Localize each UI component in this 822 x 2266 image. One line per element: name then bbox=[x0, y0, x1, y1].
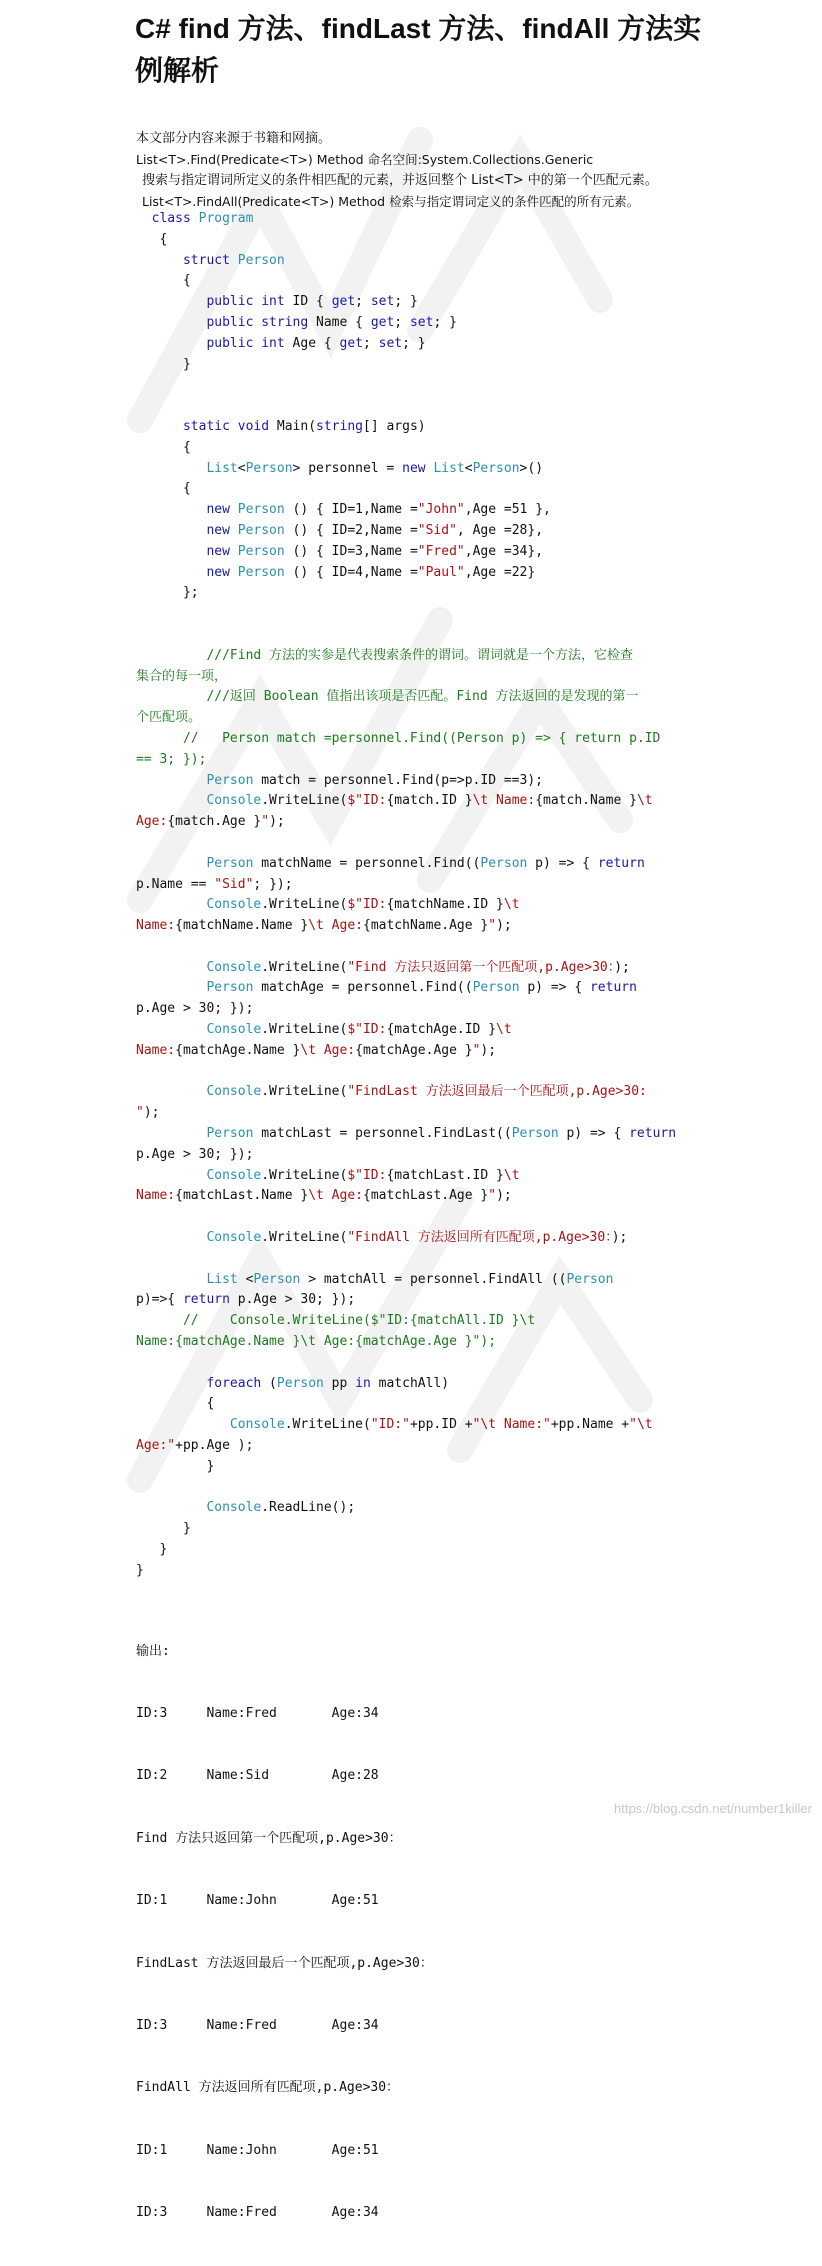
code-token: $"ID: bbox=[347, 1022, 387, 1038]
code-line bbox=[136, 417, 696, 438]
code-token: p) => { bbox=[527, 855, 598, 871]
code-token: p) => { bbox=[558, 1126, 630, 1142]
output-line: ID:1 Name:John Age:51 bbox=[136, 1893, 379, 1909]
code-line bbox=[136, 334, 696, 355]
code-token: < bbox=[237, 460, 246, 476]
code-token: " bbox=[136, 1105, 144, 1121]
code-token: Name:{matchAge.Name }\t Age:{matchAge.Age }"); bbox=[136, 1334, 497, 1350]
code-token: +pp.Name + bbox=[550, 1417, 630, 1433]
code-line bbox=[136, 978, 696, 999]
code-token: return bbox=[589, 980, 637, 996]
code-token: Person bbox=[237, 564, 285, 580]
code-line bbox=[136, 937, 696, 958]
code-token: { bbox=[136, 1396, 215, 1412]
code-token: new bbox=[136, 564, 238, 580]
code-line bbox=[136, 1436, 696, 1457]
code-line bbox=[136, 812, 696, 833]
code-token: "Find 方法只返回第一个匹配项,p.Age>30： bbox=[347, 959, 615, 975]
code-token: Age:" bbox=[136, 1438, 176, 1454]
output-line: ID:3 Name:Fred Age:34 bbox=[136, 1705, 379, 1721]
code-token: } bbox=[136, 356, 191, 372]
code-token: Person bbox=[237, 252, 285, 268]
code-token: Console bbox=[136, 1417, 285, 1433]
code-token: Person bbox=[566, 1271, 614, 1287]
code-token: return bbox=[182, 1292, 230, 1308]
code-token: Person bbox=[136, 980, 254, 996]
code-token: ; } bbox=[394, 294, 418, 310]
output-line: ID:3 Name:Fred Age:34 bbox=[136, 2017, 379, 2033]
code-line bbox=[136, 875, 696, 896]
code-token: ,Age =34}, bbox=[464, 543, 544, 559]
code-line bbox=[136, 791, 696, 812]
code-token: p) => { bbox=[519, 980, 590, 996]
code-line bbox=[136, 1207, 696, 1228]
code-token: Console bbox=[136, 897, 262, 913]
code-token: .WriteLine( bbox=[261, 793, 348, 809]
article-title: C# find 方法、findLast 方法、findAll 方法实例解析 bbox=[135, 13, 702, 86]
code-line bbox=[136, 209, 696, 230]
code-token: matchAge = personnel.Find(( bbox=[253, 980, 473, 996]
code-line bbox=[136, 271, 696, 292]
code-line bbox=[136, 667, 696, 688]
code-line bbox=[136, 1249, 696, 1270]
code-line bbox=[136, 521, 696, 542]
code-token: } bbox=[136, 1542, 168, 1557]
code-line bbox=[136, 646, 696, 667]
code-token: new bbox=[402, 460, 434, 476]
code-line bbox=[136, 750, 696, 771]
code-token: Program bbox=[198, 211, 254, 226]
code-token: " bbox=[261, 814, 270, 830]
code-line bbox=[136, 1186, 696, 1207]
code-token: ///返回 Boolean 值指出该项是否匹配。Find 方法返回的是发现的第一 bbox=[136, 689, 639, 705]
output-line: ID:3 Name:Fred Age:34 bbox=[136, 2205, 379, 2221]
output-label: 输出: bbox=[136, 1643, 170, 1659]
code-line bbox=[136, 230, 696, 251]
code-token: get bbox=[339, 335, 363, 351]
code-token: \t bbox=[636, 793, 653, 809]
code-line bbox=[136, 729, 696, 750]
code-token: ; bbox=[355, 294, 371, 310]
code-token: // Person match =personnel.Find((Person p) => { return p.ID bbox=[136, 730, 661, 746]
code-token: struct bbox=[136, 252, 238, 268]
code-token: .ReadLine(); bbox=[261, 1500, 356, 1516]
code-token: .WriteLine( bbox=[261, 897, 348, 913]
code-token: " bbox=[488, 1188, 497, 1204]
code-token: {matchLast.ID } bbox=[386, 1167, 504, 1183]
code-line bbox=[136, 438, 696, 459]
code-token: ); bbox=[496, 918, 512, 934]
code-token: { bbox=[136, 439, 191, 455]
code-token: .WriteLine( bbox=[261, 1022, 348, 1038]
code-token: {match.ID } bbox=[386, 793, 473, 809]
code-token: Name: bbox=[136, 1188, 176, 1204]
code-token: $"ID: bbox=[347, 793, 387, 809]
intro-block bbox=[136, 128, 736, 212]
code-token: () { ID=2,Name = bbox=[284, 522, 418, 538]
code-token: new bbox=[136, 543, 238, 559]
code-line bbox=[136, 313, 696, 334]
code-token: Person bbox=[511, 1126, 559, 1142]
code-token: .WriteLine( bbox=[261, 959, 348, 975]
code-token: set bbox=[370, 294, 395, 310]
code-token: ( bbox=[261, 1375, 277, 1391]
code-token: ); bbox=[480, 1042, 497, 1058]
code-token: $"ID: bbox=[347, 1167, 387, 1183]
output-block bbox=[136, 1600, 696, 2266]
code-line bbox=[136, 479, 696, 500]
code-line bbox=[136, 1166, 696, 1187]
code-token: " bbox=[472, 1042, 481, 1058]
code-token: Console bbox=[136, 1230, 262, 1246]
code-token: ); bbox=[269, 814, 285, 830]
code-token: class bbox=[136, 211, 199, 226]
output-line: Find 方法只返回第一个匹配项,p.Age>30： bbox=[136, 1830, 402, 1846]
intro-line-method: List<T>.Find(Predicate<T>) Method 命名空间:System.Collections.Generic bbox=[136, 152, 594, 167]
code-token: "Fred" bbox=[417, 543, 465, 559]
code-line bbox=[136, 292, 696, 313]
code-token: { bbox=[136, 273, 191, 289]
code-line bbox=[136, 895, 696, 916]
code-token: Person bbox=[245, 460, 293, 476]
code-token: "FindLast 方法返回最后一个匹配项,p.Age>30: bbox=[347, 1084, 647, 1100]
code-line bbox=[136, 1020, 696, 1041]
code-line bbox=[136, 1290, 696, 1311]
code-token: ,Age =51 }, bbox=[464, 502, 551, 518]
code-line bbox=[136, 1540, 696, 1561]
code-token: > personnel = bbox=[292, 460, 403, 476]
code-token: get bbox=[370, 314, 395, 330]
code-line bbox=[136, 771, 696, 792]
code-token: matchLast = personnel.FindLast(( bbox=[253, 1126, 512, 1142]
code-line bbox=[136, 1498, 696, 1519]
code-line bbox=[136, 1394, 696, 1415]
code-token: {matchName.Name } bbox=[175, 918, 309, 934]
intro-line-findall-desc: List<T>.FindAll(Predicate<T>) Method 检索与指定谓词定义的条件匹配的所有元素。 bbox=[142, 194, 640, 209]
code-token: {matchLast.Name } bbox=[175, 1188, 309, 1204]
code-token: { bbox=[136, 231, 168, 247]
code-token: "ID:" bbox=[370, 1417, 410, 1433]
code-token: public string bbox=[136, 314, 317, 330]
code-token: Person bbox=[480, 855, 528, 871]
code-token: Console bbox=[136, 1022, 262, 1038]
code-token: () { ID=3,Name = bbox=[284, 543, 418, 559]
code-token: matchName = personnel.Find(( bbox=[253, 855, 481, 871]
code-token: Person bbox=[136, 1126, 254, 1142]
code-line bbox=[136, 500, 696, 521]
code-token: 集合的每一项， bbox=[136, 668, 228, 684]
code-line bbox=[136, 1103, 696, 1124]
code-token: \t Name: bbox=[472, 793, 536, 809]
code-token: {matchAge.Name } bbox=[175, 1042, 301, 1058]
code-line bbox=[136, 916, 696, 937]
code-token: Person bbox=[237, 543, 285, 559]
code-token: "\t Name:" bbox=[472, 1417, 551, 1433]
code-token: Main( bbox=[276, 418, 317, 434]
code-line bbox=[136, 1228, 696, 1249]
code-token: , Age =28}, bbox=[456, 522, 544, 538]
code-line bbox=[136, 1561, 696, 1582]
code-token: in bbox=[355, 1375, 371, 1391]
code-token: \t bbox=[496, 1022, 512, 1038]
code-token: "\t bbox=[629, 1417, 653, 1433]
code-token: string bbox=[316, 418, 363, 434]
code-token: > matchAll = personnel.FindAll (( bbox=[300, 1271, 567, 1287]
code-token: get bbox=[331, 294, 356, 310]
code-token: Age { bbox=[292, 335, 340, 351]
code-line bbox=[136, 375, 696, 396]
code-token: public int bbox=[136, 294, 293, 310]
code-token: ; bbox=[363, 335, 379, 351]
code-token: "FindAll 方法返回所有匹配项,p.Age>30： bbox=[347, 1230, 612, 1246]
code-token: match = personnel.Find(p=>p.ID ==3); bbox=[253, 772, 543, 788]
code-token: {match.Age } bbox=[167, 814, 262, 830]
code-token: {matchAge.Age } bbox=[355, 1042, 473, 1058]
code-token: {match.Name } bbox=[535, 793, 637, 809]
code-token: return bbox=[629, 1126, 677, 1142]
code-line bbox=[136, 708, 696, 729]
code-line bbox=[136, 958, 696, 979]
output-line: FindAll 方法返回所有匹配项,p.Age>30： bbox=[136, 2080, 400, 2096]
code-token: ); bbox=[614, 959, 630, 975]
code-token: "Sid" bbox=[214, 876, 254, 892]
code-token: Person bbox=[472, 980, 520, 996]
code-token: {matchAge.ID } bbox=[386, 1022, 497, 1038]
code-token: \t Age: bbox=[308, 1188, 363, 1204]
code-token: < bbox=[464, 460, 473, 476]
intro-line-source: 本文部分内容来源于书籍和网摘。 bbox=[136, 131, 332, 146]
code-token: Name: bbox=[136, 918, 176, 934]
code-token: +pp.Age ); bbox=[175, 1438, 254, 1454]
code-token: List bbox=[136, 460, 238, 476]
code-token: ); bbox=[611, 1230, 628, 1246]
code-token: p)=>{ bbox=[136, 1292, 183, 1308]
code-line bbox=[136, 1082, 696, 1103]
code-line bbox=[136, 1519, 696, 1540]
code-line bbox=[136, 396, 696, 417]
code-token: ID { bbox=[292, 294, 332, 310]
code-token: p.Name == bbox=[136, 876, 215, 892]
code-token: Console bbox=[136, 793, 262, 809]
code-token: ,Age =22} bbox=[464, 564, 536, 580]
code-line bbox=[136, 1041, 696, 1062]
code-token: \t Age: bbox=[308, 918, 363, 934]
code-token: Person bbox=[136, 772, 254, 788]
code-line bbox=[136, 1270, 696, 1291]
code-token: ); bbox=[496, 1188, 512, 1204]
code-line bbox=[136, 854, 696, 875]
code-token: public int bbox=[136, 335, 293, 351]
code-token: static void bbox=[136, 418, 277, 434]
code-line bbox=[136, 1457, 696, 1478]
code-token: >() bbox=[519, 460, 544, 476]
code-line bbox=[136, 1124, 696, 1145]
code-token: List bbox=[433, 460, 465, 476]
code-token: Person bbox=[237, 502, 285, 518]
code-token: .WriteLine( bbox=[284, 1417, 371, 1433]
code-line bbox=[136, 687, 696, 708]
code-line bbox=[136, 604, 696, 625]
code-token: foreach bbox=[136, 1375, 262, 1391]
code-token: Console bbox=[136, 959, 262, 975]
code-token: return bbox=[597, 855, 645, 871]
code-token: // Console.WriteLine($"ID:{matchAll.ID }\t bbox=[136, 1313, 536, 1329]
code-token: "Sid" bbox=[417, 522, 457, 538]
code-token: {matchName.Age } bbox=[363, 918, 489, 934]
code-token: Name { bbox=[316, 314, 371, 330]
code-token: $"ID: bbox=[347, 897, 387, 913]
code-line bbox=[136, 1415, 696, 1436]
code-token: +pp.ID + bbox=[409, 1417, 473, 1433]
code-token: p.Age > 30; }); bbox=[136, 1001, 254, 1017]
code-token: < bbox=[237, 1271, 254, 1287]
code-token: Name: bbox=[136, 1042, 176, 1058]
code-line bbox=[136, 459, 696, 480]
code-token: 个匹配项。 bbox=[136, 710, 202, 726]
code-line bbox=[136, 542, 696, 563]
code-token: .WriteLine( bbox=[261, 1167, 348, 1183]
code-token: .WriteLine( bbox=[261, 1084, 348, 1100]
code-line bbox=[136, 1374, 696, 1395]
code-line bbox=[136, 251, 696, 272]
code-token: ; } bbox=[433, 314, 457, 330]
code-token: new bbox=[136, 502, 238, 518]
code-token: Person bbox=[276, 1375, 324, 1391]
code-token: "John" bbox=[417, 502, 465, 518]
code-token: ; } bbox=[402, 335, 426, 351]
code-line bbox=[136, 999, 696, 1020]
code-token: Console bbox=[136, 1500, 262, 1516]
code-line bbox=[136, 563, 696, 584]
code-line bbox=[136, 355, 696, 376]
code-token: Person bbox=[253, 1271, 301, 1287]
code-line bbox=[136, 1145, 696, 1166]
code-line bbox=[136, 833, 696, 854]
code-token: {matchLast.Age } bbox=[363, 1188, 489, 1204]
code-token: \t Age: bbox=[300, 1042, 356, 1058]
intro-line-find-desc: 搜索与指定谓词所定义的条件相匹配的元素，并返回整个 List<T> 中的第一个匹配元素。 bbox=[142, 173, 658, 188]
code-token: " bbox=[488, 918, 497, 934]
code-token: \t bbox=[503, 897, 520, 913]
code-line bbox=[136, 1062, 696, 1083]
code-line bbox=[136, 1353, 696, 1374]
code-token: { bbox=[136, 481, 191, 497]
code-token: p.Age > 30; }); bbox=[229, 1292, 356, 1308]
code-token: } bbox=[136, 1521, 191, 1537]
code-token: .WriteLine( bbox=[261, 1230, 348, 1246]
code-token: "Paul" bbox=[417, 564, 465, 580]
code-token: Console bbox=[136, 1167, 262, 1183]
output-line: ID:2 Name:Sid Age:28 bbox=[136, 1768, 379, 1784]
code-block bbox=[136, 209, 696, 1582]
code-token: Person bbox=[472, 460, 520, 476]
code-token: Person bbox=[136, 855, 254, 871]
code-token: () { ID=4,Name = bbox=[284, 564, 418, 580]
code-token: } bbox=[136, 1458, 215, 1474]
code-token: List bbox=[136, 1271, 238, 1287]
code-line bbox=[136, 1311, 696, 1332]
code-token: ; }); bbox=[253, 876, 293, 892]
code-token: ; bbox=[394, 314, 410, 330]
source-url-footer: https://blog.csdn.net/number1killer bbox=[614, 1801, 812, 1816]
code-token: pp bbox=[323, 1375, 356, 1391]
code-token: set bbox=[409, 314, 434, 330]
code-token: matchAll) bbox=[370, 1375, 450, 1391]
code-token: ///Find 方法的实参是代表搜索条件的谓词。谓词就是一个方法，它检查 bbox=[136, 647, 634, 663]
code-token: new bbox=[136, 522, 238, 538]
code-token: Age: bbox=[136, 814, 168, 830]
code-token: Person bbox=[237, 522, 285, 538]
code-token: == 3; }); bbox=[136, 751, 207, 767]
code-line bbox=[136, 625, 696, 646]
code-token: \t bbox=[503, 1167, 520, 1183]
code-token: Console bbox=[136, 1084, 262, 1100]
code-line bbox=[136, 583, 696, 604]
code-token: p.Age > 30; }); bbox=[136, 1146, 254, 1162]
output-line: ID:1 Name:John Age:51 bbox=[136, 2142, 379, 2158]
code-token: () { ID=1,Name = bbox=[284, 502, 418, 518]
code-token: ); bbox=[143, 1105, 160, 1121]
code-token: [] args) bbox=[363, 418, 426, 434]
code-token: } bbox=[136, 1562, 144, 1578]
code-token: {matchName.ID } bbox=[386, 897, 504, 913]
code-line bbox=[136, 1332, 696, 1353]
code-token: }; bbox=[136, 585, 199, 601]
output-line: FindLast 方法返回最后一个匹配项,p.Age>30： bbox=[136, 1955, 433, 1971]
code-line bbox=[136, 1478, 696, 1499]
code-token: set bbox=[378, 335, 403, 351]
